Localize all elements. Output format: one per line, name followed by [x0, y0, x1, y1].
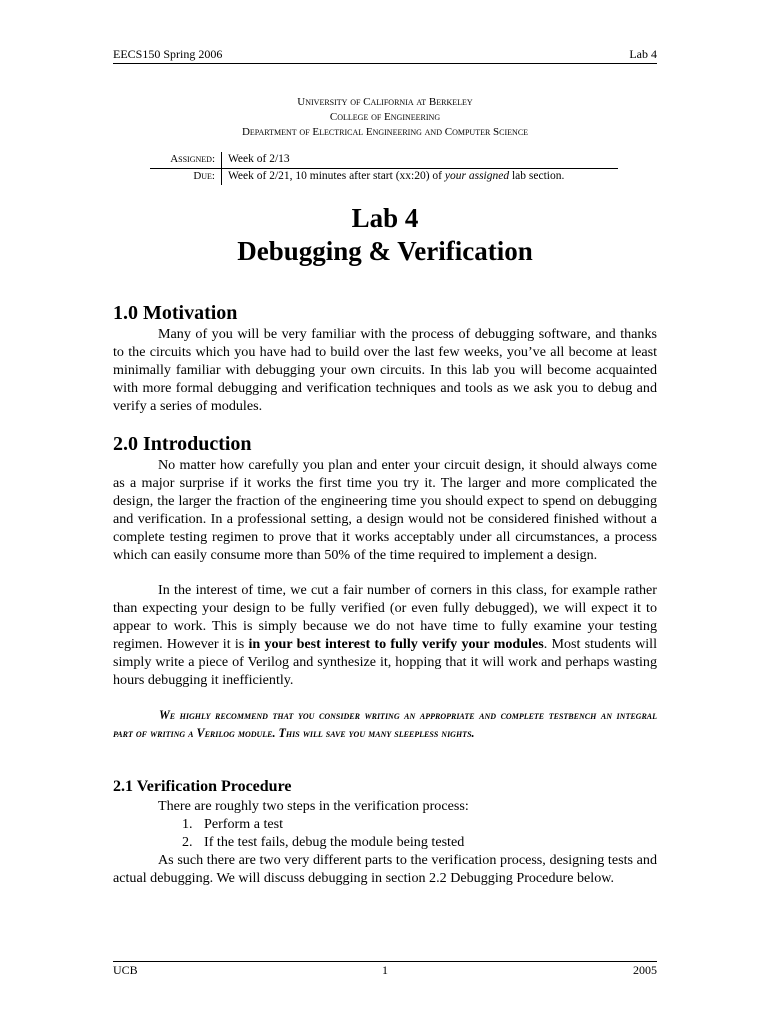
due-value	[228, 170, 564, 182]
step-number: 1.	[182, 816, 193, 832]
header-rule	[113, 63, 657, 64]
introduction-paragraph-1: No matter how carefully you plan and enter your circuit design, it should always come as a major surprise if it works the first time you try it. The larger and more complicated the design, the larger the fraction of the engineering time you should expect to spend on debugging and verification. In a professional setting, a design would not be considered finished without a complete testing regimen to prove that it works acceptably under all circumstances, a process which can easily consume more than 50% of the time required to implement a design.	[113, 457, 657, 563]
introduction-paragraph-2	[113, 582, 657, 689]
verification-intro: There are roughly two steps in the verification process:	[158, 798, 469, 814]
verification-paragraph-2: As such there are two very different parts to the verification process, designing tests and actual debugging. We will discuss debugging in section 2.2 Debugging Procedure below.	[113, 852, 657, 886]
due-suffix: lab section.	[509, 170, 565, 182]
due-emphasis: your assigned	[444, 170, 510, 182]
institution-department: Department of Electrical Engineering and Computer Science	[241, 126, 529, 138]
intro-p2-start: In the interest of time, we cut a fair number of corners in this class, for example rather than expecting your design to be fully verified (or even fully debugged), we will expect it to appear to work. This is simply because we do not have time to fully examine your testing regimen. However it is	[113, 582, 657, 652]
step-text: Perform a test	[204, 816, 284, 832]
motivation-heading: 1.0 Motivation	[113, 302, 238, 324]
step-number: 2.	[182, 834, 193, 850]
footer-institution: UCB	[113, 963, 138, 977]
header-course: EECS150 Spring 2006	[113, 47, 223, 61]
introduction-heading: 2.0 Introduction	[113, 433, 252, 455]
institution-college: College of Engineering	[329, 111, 441, 123]
verification-heading: 2.1 Verification Procedure	[113, 778, 292, 795]
footer-year: 2005	[633, 963, 657, 977]
verification-step-1	[182, 816, 284, 834]
recommendation-callout: We highly recommend that you consider writing an appropriate and complete testbench an integral part of writing a Verilog module. This will save you many sleepless nights.	[113, 708, 657, 740]
assigned-label: Assigned:	[170, 153, 215, 165]
verification-step-2	[182, 834, 465, 852]
header-lab: Lab 4	[629, 47, 657, 61]
page-number: 1	[382, 963, 388, 977]
intro-p2-bold: in your best interest to fully verify your modules	[248, 635, 544, 652]
assignment-divider	[221, 152, 222, 185]
due-prefix: Week of 2/21, 10 minutes after start (xx:20) of	[228, 170, 445, 182]
motivation-paragraph: Many of you will be very familiar with the process of debugging software, and thanks to the circuits which you have had to build over the last few weeks, you’ve all become at least minimally familiar with debugging your own circuits. In this lab you will become acquainted with more formal debugging and verification techniques and tools as we ask you to debug and verify a series of modules.	[113, 326, 657, 414]
footer-rule	[113, 961, 657, 962]
lab-subtitle: Debugging & Verification	[237, 236, 533, 266]
due-label: Due:	[193, 170, 215, 182]
assigned-value: Week of 2/13	[228, 153, 290, 165]
lab-title: Lab 4	[351, 203, 419, 233]
institution-university: University of California at Berkeley	[297, 96, 473, 108]
intro-p2-end: . Most students will simply write a piece of Verilog and synthesize it, hopping that it will work and perhaps wasting hours debugging it inefficiently.	[113, 635, 657, 688]
step-text: If the test fails, debug the module being tested	[204, 834, 465, 850]
